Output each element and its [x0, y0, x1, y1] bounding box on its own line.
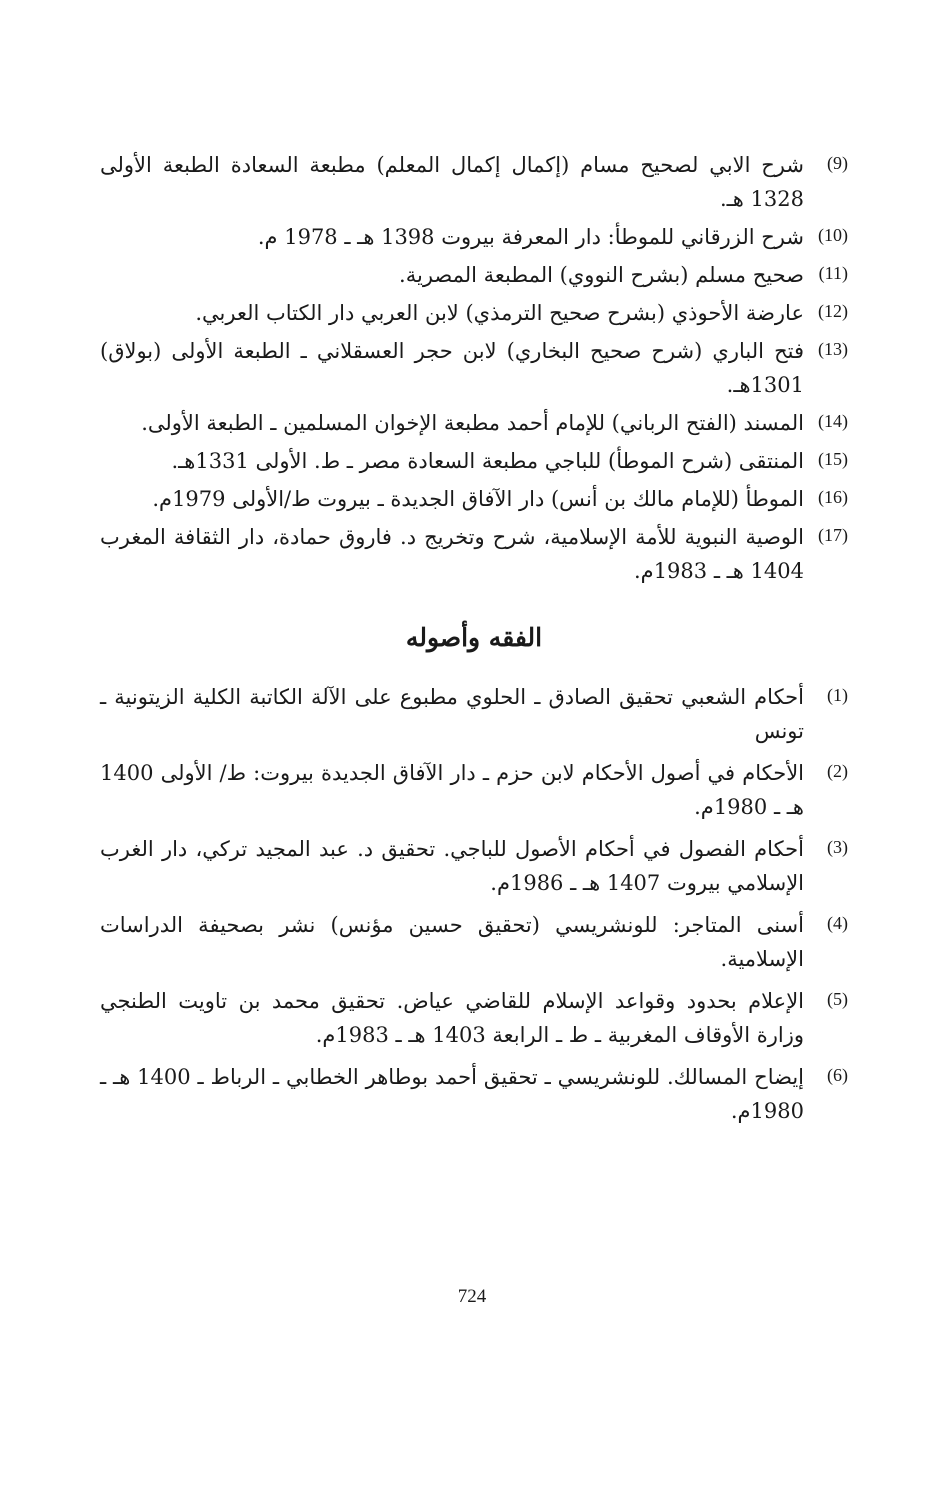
entry-number: (11) — [818, 263, 848, 283]
list-item — [100, 520, 848, 588]
entry-text: أسنى المتاجر: للونشريسي (تحقيق حسين مؤنس) نشر بصحيفة الدراسات الإسلامية. — [100, 913, 804, 971]
list-item — [100, 482, 848, 516]
entry-number: (5) — [827, 989, 848, 1009]
list-item — [100, 756, 848, 824]
entry-text: الإعلام بحدود وقواعد الإسلام للقاضي عياض. تحقيق محمد بن تاويت الطنجي وزارة الأوقاف المغربية ـ ط ـ الرابعة 1403 هـ ـ 1983م. — [100, 989, 804, 1047]
entry-text: الأحكام في أصول الأحكام لابن حزم ـ دار الآفاق الجديدة بيروت: ط/ الأولى 1400 هـ ـ 1980م. — [100, 761, 804, 819]
list-item — [100, 406, 848, 440]
entry-text: الموطأ (للإمام مالك بن أنس) دار الآفاق الجديدة ـ بيروت ط/الأولى 1979م. — [152, 487, 804, 511]
hadith-references-list — [100, 148, 848, 588]
entry-number: (4) — [827, 913, 848, 933]
list-item — [100, 984, 848, 1052]
entry-number: (14) — [818, 411, 848, 431]
document-page — [100, 148, 848, 1136]
list-item — [100, 680, 848, 748]
entry-text: عارضة الأحوذي (بشرح صحيح الترمذي) لابن العربي دار الكتاب العربي. — [195, 301, 804, 325]
entry-text: شرح الابي لصحيح مسام (إكمال إكمال المعلم) مطبعة السعادة الطبعة الأولى 1328 هـ. — [100, 153, 804, 211]
list-item — [100, 258, 848, 292]
list-item — [100, 908, 848, 976]
entry-text: أحكام الشعبي تحقيق الصادق ـ الحلوي مطبوع على الآلة الكاتبة الكلية الزيتونية ـ تونس — [100, 685, 804, 743]
list-item — [100, 148, 848, 216]
entry-text: شرح الزرقاني للموطأ: دار المعرفة بيروت 1398 هـ ـ 1978 م. — [257, 225, 804, 249]
list-item — [100, 832, 848, 900]
entry-text: الوصية النبوية للأمة الإسلامية، شرح وتخريج د. فاروق حمادة، دار الثقافة المغرب 1404 هـ ـ 1983م. — [100, 525, 804, 583]
entry-number: (3) — [827, 837, 848, 857]
entry-number: (6) — [827, 1065, 848, 1085]
list-item — [100, 444, 848, 478]
list-item — [100, 220, 848, 254]
entry-number: (1) — [827, 685, 848, 705]
entry-number: (12) — [818, 301, 848, 321]
entry-number: (10) — [818, 225, 848, 245]
entry-number: (16) — [818, 487, 848, 507]
entry-number: (17) — [818, 525, 848, 545]
page-number: 724 — [457, 1286, 487, 1307]
entry-text: إيضاح المسالك. للونشريسي ـ تحقيق أحمد بوطاهر الخطابي ـ الرباط ـ 1400 هـ ـ 1980م. — [100, 1065, 804, 1123]
entry-number: (9) — [827, 153, 848, 173]
entry-text: المنتقى (شرح الموطأ) للباجي مطبعة السعادة مصر ـ ط. الأولى 1331هـ. — [171, 449, 804, 473]
list-item — [100, 334, 848, 402]
entry-number: (2) — [827, 761, 848, 781]
entry-text: فتح الباري (شرح صحيح البخاري) لابن حجر العسقلاني ـ الطبعة الأولى (بولاق) 1301هـ. — [100, 339, 804, 397]
fiqh-references-list — [100, 680, 848, 1128]
entry-number: (15) — [818, 449, 848, 469]
entry-text: صحيح مسلم (بشرح النووي) المطبعة المصرية. — [399, 263, 804, 287]
section-heading: الفقه وأصوله — [405, 623, 543, 652]
list-item — [100, 296, 848, 330]
list-item — [100, 1060, 848, 1128]
entry-text: المسند (الفتح الرباني) للإمام أحمد مطبعة الإخوان المسلمين ـ الطبعة الأولى. — [141, 411, 804, 435]
entry-number: (13) — [818, 339, 848, 359]
entry-text: أحكام الفصول في أحكام الأصول للباجي. تحقيق د. عبد المجيد تركي، دار الغرب الإسلامي بيروت 1407 هـ ـ 1986م. — [100, 837, 804, 895]
